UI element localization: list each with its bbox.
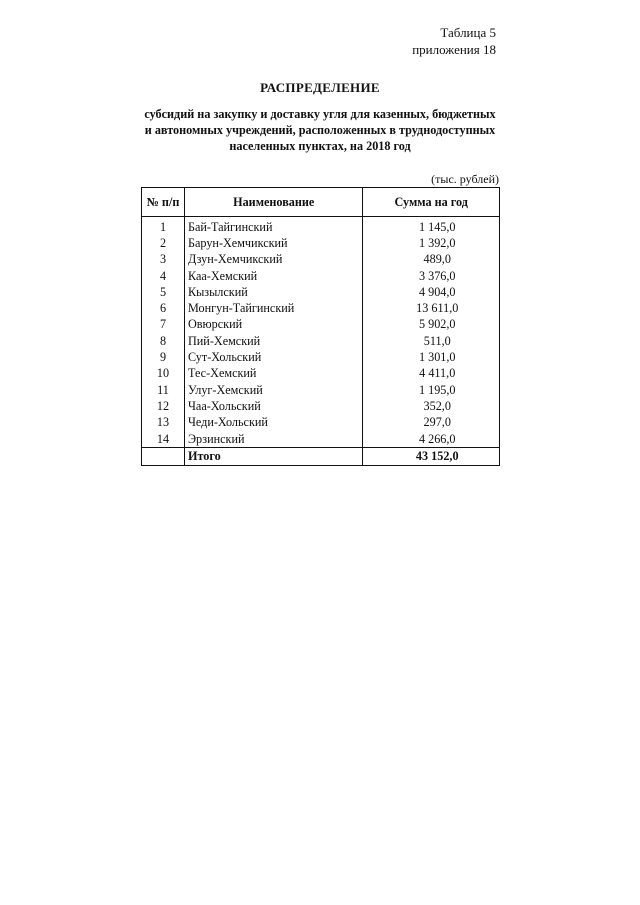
row-number: 13 [142, 415, 185, 431]
row-number: 14 [142, 431, 185, 448]
document-title: РАСПРЕДЕЛЕНИЕ [260, 80, 380, 95]
row-sum: 13 611,0 [363, 300, 500, 316]
row-number: 10 [142, 366, 185, 382]
table-header [142, 188, 500, 217]
row-name: Барун-Хемчикский [184, 235, 362, 251]
total-row [142, 448, 500, 466]
row-name: Пий-Хемский [184, 333, 362, 349]
unit-note: (тыс. рублей) [431, 172, 499, 186]
row-sum: 352,0 [363, 398, 500, 414]
row-number: 3 [142, 252, 185, 268]
table-row [142, 317, 500, 333]
row-name: Кызылский [184, 284, 362, 300]
row-sum: 1 392,0 [363, 235, 500, 251]
row-sum: 489,0 [363, 252, 500, 268]
total-sum: 43 152,0 [363, 448, 500, 466]
subtitle-line: и автономных учреждений, расположенных в труднодоступных [144, 123, 496, 137]
table-row [142, 217, 500, 236]
row-number: 9 [142, 349, 185, 365]
table-row [142, 252, 500, 268]
row-name: Тес-Хемский [184, 366, 362, 382]
table-row [142, 349, 500, 365]
row-sum: 4 411,0 [363, 366, 500, 382]
row-number: 4 [142, 268, 185, 284]
table-row [142, 415, 500, 431]
table-number: Таблица 5 [440, 25, 496, 40]
row-sum: 511,0 [363, 333, 500, 349]
document-subtitle [130, 106, 510, 154]
row-name: Каа-Хемский [184, 268, 362, 284]
row-sum: 4 904,0 [363, 284, 500, 300]
appendix-number: приложения 18 [412, 42, 496, 57]
row-name: Дзун-Хемчикский [184, 252, 362, 268]
row-sum: 5 902,0 [363, 317, 500, 333]
row-number: 1 [142, 217, 185, 236]
row-number: 7 [142, 317, 185, 333]
table-row [142, 268, 500, 284]
subtitle-line: субсидий на закупку и доставку угля для казенных, бюджетных [144, 107, 496, 121]
row-name: Чеди-Хольский [184, 415, 362, 431]
table-row [142, 333, 500, 349]
total-label: Итого [184, 448, 362, 466]
table-body [142, 217, 500, 466]
row-sum: 1 301,0 [363, 349, 500, 365]
table-reference [412, 24, 496, 58]
table-row [142, 398, 500, 414]
table-row [142, 284, 500, 300]
row-name: Чаа-Хольский [184, 398, 362, 414]
header-row [142, 188, 500, 217]
subtitle-line: населенных пунктах, на 2018 год [229, 139, 411, 153]
row-sum: 297,0 [363, 415, 500, 431]
table-row [142, 366, 500, 382]
table-row [142, 300, 500, 316]
row-name: Бай-Тайгинский [184, 217, 362, 236]
table-row [142, 235, 500, 251]
row-sum: 1 145,0 [363, 217, 500, 236]
row-number: 2 [142, 235, 185, 251]
row-number: 12 [142, 398, 185, 414]
column-header-sum: Сумма на год [363, 188, 500, 217]
row-number: 11 [142, 382, 185, 398]
column-header-number: № п/п [142, 188, 185, 217]
row-sum: 4 266,0 [363, 431, 500, 448]
row-name: Овюрский [184, 317, 362, 333]
row-name: Эрзинский [184, 431, 362, 448]
column-header-name: Наименование [184, 188, 362, 217]
row-sum: 3 376,0 [363, 268, 500, 284]
row-number: 5 [142, 284, 185, 300]
row-number: 8 [142, 333, 185, 349]
distribution-table [141, 187, 500, 466]
total-number-cell [142, 448, 185, 466]
row-name: Монгун-Тайгинский [184, 300, 362, 316]
table-row [142, 431, 500, 448]
table-row [142, 382, 500, 398]
row-name: Сут-Хольский [184, 349, 362, 365]
row-number: 6 [142, 300, 185, 316]
row-name: Улуг-Хемский [184, 382, 362, 398]
row-sum: 1 195,0 [363, 382, 500, 398]
